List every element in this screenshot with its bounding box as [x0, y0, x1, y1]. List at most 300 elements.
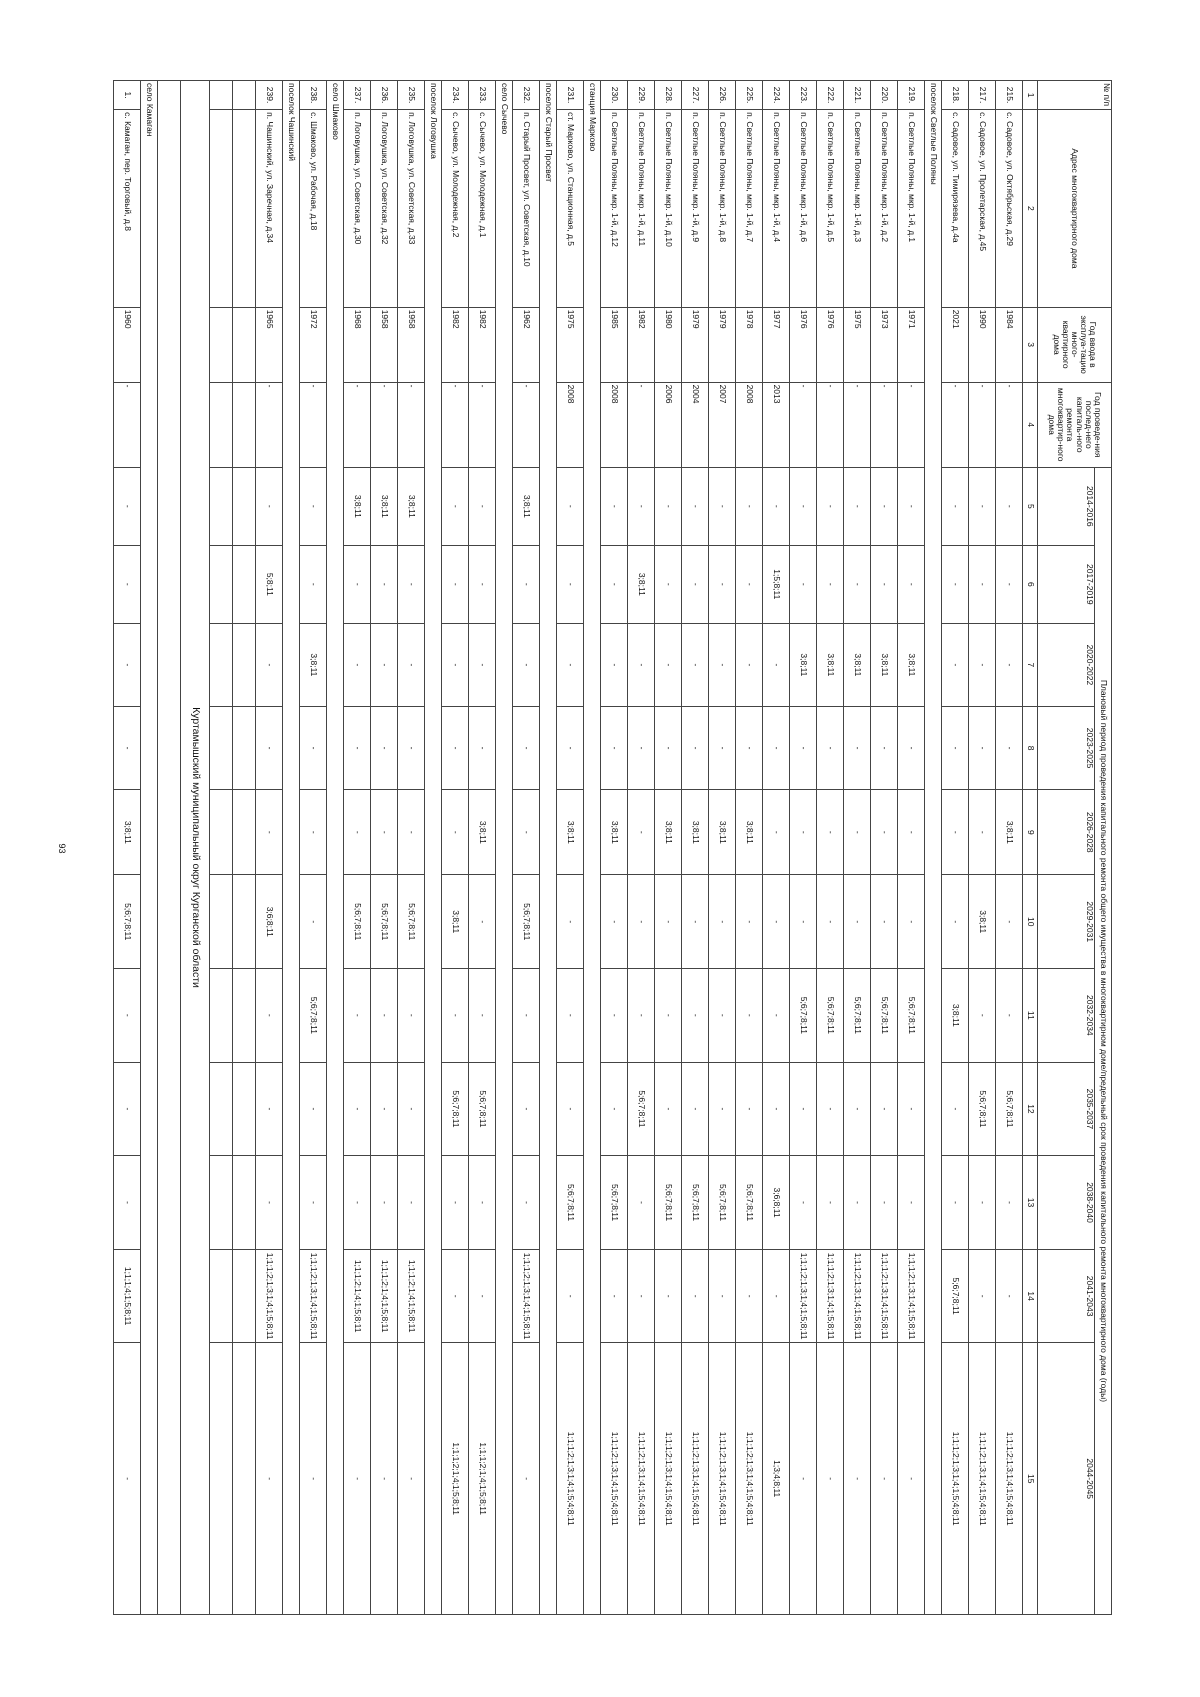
table-cell: п. Светлые Поляны, мкр. 1-й, д.7: [736, 110, 763, 308]
empty-cell: [233, 545, 256, 623]
table-cell: -: [300, 875, 327, 969]
table-cell: -: [844, 707, 871, 790]
table-cell: -: [844, 875, 871, 969]
table-cell: -: [114, 545, 141, 623]
table-cell: 1980: [655, 307, 682, 382]
table-cell: -: [601, 969, 628, 1063]
header-address: Адрес многоквартирного дома: [1038, 110, 1112, 308]
table-cell: 228.: [655, 81, 682, 110]
table-cell: -: [871, 1062, 898, 1156]
table-cell: 1;1;1;2;1;3;1;4;1;5;4;8;11: [969, 1343, 996, 1615]
header-last-repair-year: Год проведе-ния послед-него капиталь-ного ремонта многоквартир-ного дома: [1038, 382, 1112, 467]
column-number: 13: [1023, 1156, 1038, 1250]
column-number: 5: [1023, 467, 1038, 545]
empty-cell: [210, 1249, 233, 1343]
table-cell: 229.: [628, 81, 655, 110]
table-cell: 1962: [513, 307, 540, 382]
table-cell: -: [655, 1062, 682, 1156]
table-cell: -: [969, 707, 996, 790]
table-cell: 3;8;11: [844, 623, 871, 706]
table-cell: п. Светлые Поляны, мкр. 1-й, д.6: [790, 110, 817, 308]
table-cell: -: [682, 969, 709, 1063]
table-cell: -: [942, 623, 969, 706]
table-cell: 1979: [682, 307, 709, 382]
section-header-row: [425, 81, 442, 1615]
table-cell: -: [817, 707, 844, 790]
table-cell: -: [996, 623, 1023, 706]
table-row: [942, 81, 969, 1615]
column-number: 1: [1023, 81, 1038, 110]
section-header-row: [141, 81, 158, 1615]
table-cell: -: [790, 382, 817, 467]
table-cell: -: [628, 1156, 655, 1250]
table-cell: 1965: [256, 307, 283, 382]
table-cell: -: [398, 623, 425, 706]
table-cell: -: [844, 467, 871, 545]
table-cell: -: [601, 467, 628, 545]
table-row: [557, 81, 584, 1615]
column-number: 10: [1023, 875, 1038, 969]
table-row: [513, 81, 540, 1615]
table-cell: -: [469, 707, 496, 790]
table-cell: -: [996, 1156, 1023, 1250]
table-cell: п. Светлые Поляны, мкр. 1-й, д.4: [763, 110, 790, 308]
table-cell: -: [844, 790, 871, 875]
table-cell: -: [256, 707, 283, 790]
section-title: село Камаган: [141, 81, 158, 1615]
table-cell: 1;1;1;2;1;3;1;4;1;5;4;8;11: [601, 1343, 628, 1615]
table-cell: 1982: [442, 307, 469, 382]
section-title: поселок Чашинский: [283, 81, 300, 1615]
table-cell: 3;6;8;11: [763, 1156, 790, 1250]
table-cell: -: [736, 1249, 763, 1343]
table-cell: -: [256, 1062, 283, 1156]
table-cell: 235.: [398, 81, 425, 110]
table-cell: 1;5;8;11: [763, 545, 790, 623]
table-cell: -: [469, 382, 496, 467]
table-cell: -: [709, 707, 736, 790]
table-cell: -: [898, 790, 925, 875]
table-cell: -: [871, 1156, 898, 1250]
section-title: поселок Светлые Поляны: [925, 81, 942, 1615]
table-cell: -: [371, 790, 398, 875]
table-cell: -: [844, 382, 871, 467]
table-cell: 3;8;11: [114, 790, 141, 875]
table-cell: 5;6;7;8;11: [996, 1062, 1023, 1156]
table-cell: 230.: [601, 81, 628, 110]
table-cell: -: [898, 545, 925, 623]
section-header-row: [283, 81, 300, 1615]
table-cell: -: [398, 1156, 425, 1250]
section-title: поселок Старый Просвет: [540, 81, 557, 1615]
table-cell: 1;1;1;4;1;5;8;11: [114, 1249, 141, 1343]
empty-cell: [233, 875, 256, 969]
table-cell: -: [442, 790, 469, 875]
empty-cell: [210, 623, 233, 706]
table-cell: -: [114, 382, 141, 467]
table-cell: -: [790, 1156, 817, 1250]
table-cell: 1;1;1;2;1;3;1;4;1;5;4;8;11: [557, 1343, 584, 1615]
table-cell: 226.: [709, 81, 736, 110]
table-cell: -: [344, 623, 371, 706]
table-cell: -: [898, 1156, 925, 1250]
table-cell: -: [817, 545, 844, 623]
table-cell: 1968: [344, 307, 371, 382]
table-cell: 3;8;11: [709, 790, 736, 875]
table-cell: с. Садовое, ул. Октябрьская, д.29: [996, 110, 1023, 308]
table-cell: -: [513, 790, 540, 875]
table-row: [969, 81, 996, 1615]
table-cell: -: [763, 875, 790, 969]
table-cell: с. Садовое, ул. Тимирязева, д.4а: [942, 110, 969, 308]
header-period: 2020-2022: [1038, 623, 1095, 706]
table-cell: 2008: [736, 382, 763, 467]
table-cell: -: [736, 1062, 763, 1156]
table-cell: -: [344, 969, 371, 1063]
table-cell: 1990: [969, 307, 996, 382]
table-cell: -: [114, 623, 141, 706]
table-cell: -: [709, 875, 736, 969]
table-cell: -: [371, 623, 398, 706]
table-cell: 3;8;11: [398, 467, 425, 545]
header-period: 2032-2034: [1038, 969, 1095, 1063]
empty-cell: [233, 790, 256, 875]
table-cell: -: [817, 467, 844, 545]
table-cell: 3;8;11: [996, 790, 1023, 875]
table-cell: 238.: [300, 81, 327, 110]
table-cell: с. Сычево, ул. Молодежная, д.1: [469, 110, 496, 308]
table-cell: -: [398, 790, 425, 875]
table-cell: с. Сычево, ул. Молодежная, д.2: [442, 110, 469, 308]
table-row: [817, 81, 844, 1615]
table-cell: -: [469, 875, 496, 969]
table-cell: п. Логовушка, ул. Советская, д.30: [344, 110, 371, 308]
header-period: 2017-2019: [1038, 545, 1095, 623]
column-number: 6: [1023, 545, 1038, 623]
table-cell: 3;8;11: [817, 623, 844, 706]
empty-cell: [210, 467, 233, 545]
table-cell: 3;8;11: [969, 875, 996, 969]
table-cell: -: [790, 467, 817, 545]
table-cell: -: [969, 790, 996, 875]
table-cell: 1;1;1;2;1;3;1;4;1;5;4;8;11: [628, 1343, 655, 1615]
table-cell: 5;6;7;8;11: [871, 969, 898, 1063]
table-cell: 5;6;7;8;11: [469, 1062, 496, 1156]
table-cell: -: [557, 467, 584, 545]
table-cell: -: [942, 790, 969, 875]
table-cell: -: [300, 382, 327, 467]
district-row: [181, 81, 210, 1615]
section-header-row: [925, 81, 942, 1615]
table-cell: 5;6;7;8;11: [655, 1156, 682, 1250]
table-cell: 223.: [790, 81, 817, 110]
table-cell: п. Логовушка, ул. Советская, д.32: [371, 110, 398, 308]
table-row: [469, 81, 496, 1615]
table-cell: -: [469, 467, 496, 545]
table-cell: 3;8;11: [601, 790, 628, 875]
table-cell: 233.: [469, 81, 496, 110]
section-title: станция Марково: [584, 81, 601, 1615]
empty-cell: [233, 81, 256, 110]
table-cell: 2008: [601, 382, 628, 467]
table-cell: 234.: [442, 81, 469, 110]
table-cell: -: [300, 707, 327, 790]
table-cell: -: [344, 790, 371, 875]
table-cell: -: [969, 1156, 996, 1250]
column-number: 11: [1023, 969, 1038, 1063]
table-cell: 222.: [817, 81, 844, 110]
table-cell: 1960: [114, 307, 141, 382]
table-cell: -: [655, 1249, 682, 1343]
table-cell: п. Светлые Поляны, мкр. 1-й, д.12: [601, 110, 628, 308]
table-cell: -: [996, 969, 1023, 1063]
table-cell: -: [655, 707, 682, 790]
table-cell: 3;8;11: [442, 875, 469, 969]
table-row: [763, 81, 790, 1615]
table-cell: -: [300, 790, 327, 875]
table-cell: с. Камаган, пер. Торговый, д.8: [114, 110, 141, 308]
table-cell: 1;1;1;2;1;4;1;5;8;11: [442, 1343, 469, 1615]
table-cell: -: [628, 707, 655, 790]
table-cell: 5;6;7;8;11: [114, 875, 141, 969]
table-cell: 1;1;1;2;1;3;1;4;1;5;8;11: [844, 1249, 871, 1343]
table-cell: -: [300, 1156, 327, 1250]
page-number: 93: [57, 843, 67, 854]
table-cell: -: [371, 1062, 398, 1156]
table-cell: 1985: [601, 307, 628, 382]
table-cell: 1984: [996, 307, 1023, 382]
table-cell: -: [256, 790, 283, 875]
table-cell: -: [469, 969, 496, 1063]
table-cell: 225.: [736, 81, 763, 110]
table-cell: -: [442, 969, 469, 1063]
table-cell: -: [442, 1156, 469, 1250]
table-cell: 1978: [736, 307, 763, 382]
table-cell: -: [996, 875, 1023, 969]
table-cell: 5;6;7;8;11: [790, 969, 817, 1063]
header-period: 2035-2037: [1038, 1062, 1095, 1156]
table-cell: -: [469, 545, 496, 623]
table-cell: 5;6;7;8;11: [557, 1156, 584, 1250]
table-cell: 239.: [256, 81, 283, 110]
table-cell: 231.: [557, 81, 584, 110]
table-cell: -: [601, 623, 628, 706]
table-cell: 218.: [942, 81, 969, 110]
table-cell: -: [469, 1249, 496, 1343]
empty-cell: [210, 110, 233, 308]
table-cell: -: [628, 467, 655, 545]
empty-cell: [233, 1343, 256, 1615]
table-cell: -: [763, 790, 790, 875]
table-cell: -: [256, 382, 283, 467]
table-row: [996, 81, 1023, 1615]
header-period: 2029-2031: [1038, 875, 1095, 969]
table-cell: -: [682, 707, 709, 790]
table-cell: 1975: [557, 307, 584, 382]
table-cell: -: [469, 1156, 496, 1250]
table-row: [898, 81, 925, 1615]
table-cell: 3;8;11: [871, 623, 898, 706]
table-cell: 1973: [871, 307, 898, 382]
table-cell: -: [371, 545, 398, 623]
table-cell: 3;8;11: [344, 467, 371, 545]
table-cell: п. Логовушка, ул. Советская, д.33: [398, 110, 425, 308]
table-row: [871, 81, 898, 1615]
table-cell: 219.: [898, 81, 925, 110]
table-cell: 1;1;1;2;1;4;1;5;8;11: [344, 1249, 371, 1343]
table-cell: 3;8;11: [898, 623, 925, 706]
table-cell: 1;1;1;2;1;3;1;4;1;5;8;11: [790, 1249, 817, 1343]
table-cell: -: [344, 382, 371, 467]
table-cell: 2004: [682, 382, 709, 467]
table-row: [344, 81, 371, 1615]
table-cell: 1;1;1;2;1;3;1;4;1;5;4;8;11: [736, 1343, 763, 1615]
table-cell: -: [601, 545, 628, 623]
table-cell: 1;1;1;2;1;3;1;4;1;5;8;11: [817, 1249, 844, 1343]
table-cell: 1;1;1;2;1;3;1;4;1;5;4;8;11: [709, 1343, 736, 1615]
table-cell: с. Шмаково, ул. Рабочая, д.18: [300, 110, 327, 308]
header-period: 2044-2045: [1038, 1343, 1095, 1615]
table-cell: -: [442, 545, 469, 623]
section-title: поселок Логовушка: [425, 81, 442, 1615]
table-cell: -: [344, 1343, 371, 1615]
table-cell: 1;1;1;2;1;3;1;4;1;5;4;8;11: [942, 1343, 969, 1615]
empty-cell: [210, 307, 233, 382]
table-cell: -: [601, 875, 628, 969]
table-cell: -: [682, 623, 709, 706]
table-cell: -: [371, 1156, 398, 1250]
header-period: 2041-2043: [1038, 1249, 1095, 1343]
table-cell: 3;8;11: [736, 790, 763, 875]
table-cell: -: [763, 969, 790, 1063]
table-cell: -: [790, 1343, 817, 1615]
section-header-row: [496, 81, 513, 1615]
table-cell: 5;6;7;8;11: [942, 1249, 969, 1343]
table-cell: 1;1;1;2;1;3;1;4;1;5;8;11: [898, 1249, 925, 1343]
table-cell: п. Светлые Поляны, мкр. 1-й, д.10: [655, 110, 682, 308]
table-cell: -: [371, 707, 398, 790]
table-cell: -: [969, 382, 996, 467]
table-cell: -: [513, 1062, 540, 1156]
table-cell: -: [682, 1062, 709, 1156]
header-period: 2023-2025: [1038, 707, 1095, 790]
blank-row: [158, 81, 181, 1615]
table-cell: -: [736, 875, 763, 969]
table-cell: -: [844, 1062, 871, 1156]
table-cell: 2006: [655, 382, 682, 467]
table-cell: -: [300, 545, 327, 623]
table-cell: 1;1;1;2;1;3;1;4;1;5;4;8;11: [655, 1343, 682, 1615]
section-title: село Сычево: [496, 81, 513, 1615]
table-cell: -: [655, 875, 682, 969]
column-number: 15: [1023, 1343, 1038, 1615]
table-row: [371, 81, 398, 1615]
table-cell: -: [114, 467, 141, 545]
table-cell: -: [736, 545, 763, 623]
table-cell: 1982: [469, 307, 496, 382]
table-cell: -: [557, 623, 584, 706]
table-cell: -: [256, 1156, 283, 1250]
header-planned-period: Плановый период проведения капитального ремонта общего имущества в многоквартирном доме/предельный срок проведения капитального ремонта многоквартирного дома (годы): [1095, 467, 1112, 1614]
table-cell: -: [655, 467, 682, 545]
table-cell: 5;6;7;8;11: [898, 969, 925, 1063]
empty-cell: [210, 790, 233, 875]
table-cell: -: [442, 707, 469, 790]
table-cell: -: [942, 382, 969, 467]
table-cell: -: [736, 707, 763, 790]
table-cell: -: [398, 382, 425, 467]
table-cell: -: [114, 707, 141, 790]
table-cell: -: [763, 623, 790, 706]
table-cell: -: [398, 1343, 425, 1615]
column-number: 7: [1023, 623, 1038, 706]
table-cell: 1;3;4;8;11: [763, 1343, 790, 1615]
table-cell: п. Старый Просвет, ул. Советская, д.10: [513, 110, 540, 308]
header-period: 2038-2040: [1038, 1156, 1095, 1250]
table-cell: -: [300, 467, 327, 545]
table-cell: -: [442, 467, 469, 545]
capital-repair-table: [113, 80, 1112, 1615]
column-number: 3: [1023, 307, 1038, 382]
district-title: Куртамышский муниципальный округ Курганской области: [181, 81, 210, 1615]
table-cell: -: [996, 467, 1023, 545]
section-header-row: [540, 81, 557, 1615]
table-cell: 1977: [763, 307, 790, 382]
empty-cell: [210, 875, 233, 969]
table-cell: -: [256, 969, 283, 1063]
blank-row: [233, 81, 256, 1615]
table-cell: -: [817, 382, 844, 467]
table-cell: 217.: [969, 81, 996, 110]
table-row: [709, 81, 736, 1615]
table-cell: -: [513, 382, 540, 467]
table-cell: -: [513, 969, 540, 1063]
table-cell: -: [442, 382, 469, 467]
table-cell: 1;1;1;2;1;3;1;4;1;5;8;11: [513, 1249, 540, 1343]
table-cell: -: [736, 969, 763, 1063]
table-cell: -: [513, 707, 540, 790]
table-cell: -: [114, 1156, 141, 1250]
table-cell: -: [344, 707, 371, 790]
table-cell: с. Садовое, ул. Пролетарская, д.45: [969, 110, 996, 308]
table-cell: 220.: [871, 81, 898, 110]
table-row: [601, 81, 628, 1615]
column-number: 14: [1023, 1249, 1038, 1343]
table-cell: -: [513, 1343, 540, 1615]
table-cell: -: [628, 875, 655, 969]
table-cell: -: [682, 1249, 709, 1343]
table-cell: -: [709, 623, 736, 706]
table-cell: 1979: [709, 307, 736, 382]
table-row: [682, 81, 709, 1615]
table-cell: 1;1;1;2;1;4;1;5;8;11: [469, 1343, 496, 1615]
header-num: № п/п: [1038, 81, 1112, 110]
table-cell: 3;8;11: [655, 790, 682, 875]
table-cell: -: [344, 1062, 371, 1156]
table-cell: 5;6;7;8;11: [817, 969, 844, 1063]
table-cell: 1958: [371, 307, 398, 382]
table-cell: 1;1;1;2;1;4;1;5;8;11: [398, 1249, 425, 1343]
table-cell: -: [398, 707, 425, 790]
table-cell: 3;8;11: [300, 623, 327, 706]
table-cell: -: [736, 467, 763, 545]
table-cell: 237.: [344, 81, 371, 110]
table-cell: 1982: [628, 307, 655, 382]
table-cell: 3;8;11: [371, 467, 398, 545]
table-cell: 3;8;11: [513, 467, 540, 545]
header-period: 2014-2016: [1038, 467, 1095, 545]
column-number: 2: [1023, 110, 1038, 308]
